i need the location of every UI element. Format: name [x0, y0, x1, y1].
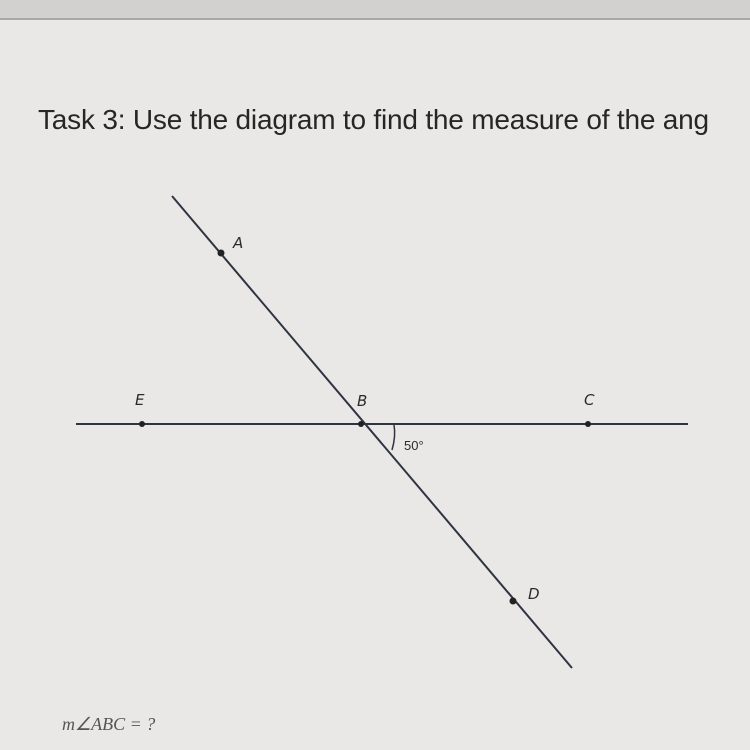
point-c-dot	[585, 421, 591, 427]
question-text: m∠ABC = ?	[62, 714, 156, 734]
point-e-label: E	[135, 391, 145, 409]
point-d-dot	[510, 598, 517, 605]
angle-measure-label: 50°	[404, 438, 424, 453]
angle-arc	[392, 425, 395, 450]
point-b-label: B	[357, 392, 368, 410]
point-a-label: A	[233, 234, 244, 252]
point-a-dot	[218, 250, 225, 257]
point-e-dot	[139, 421, 145, 427]
point-c-label: C	[584, 391, 595, 409]
point-b-dot	[358, 421, 364, 427]
point-d-label: D	[528, 585, 540, 603]
task-title: Task 3: Use the diagram to find the measure of the ang	[38, 104, 709, 135]
transversal-ad	[172, 196, 572, 668]
